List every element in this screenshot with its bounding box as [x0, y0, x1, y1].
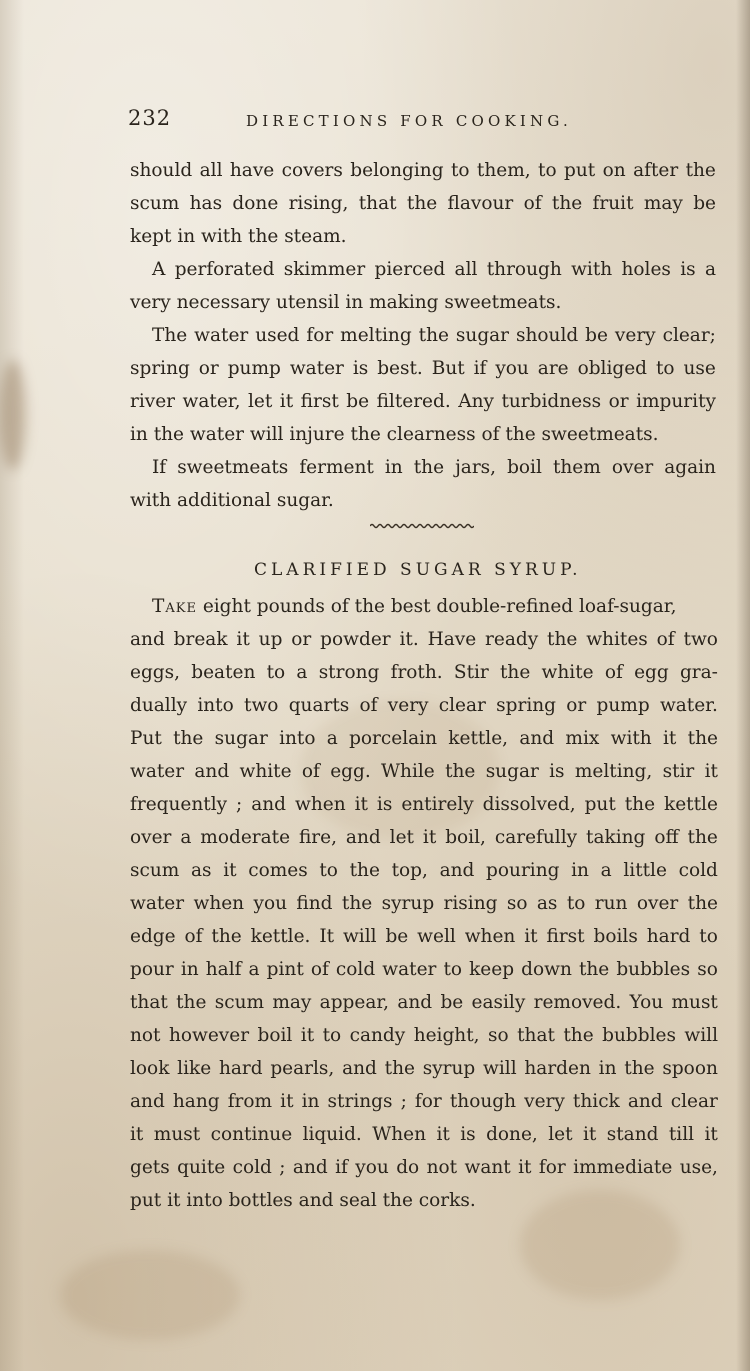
body-text-top: [130, 154, 716, 517]
text-line: dually into two quarts of very clear spring or pump water.: [130, 695, 718, 716]
text-line: eggs, beaten to a strong froth. Stir the white of egg gra-: [130, 662, 718, 683]
text-line: and hang from it in strings ; for though very thick and clear: [130, 1091, 718, 1112]
drop-word: Take: [152, 596, 197, 617]
text-line: water and white of egg. While the sugar is melting, stir it: [130, 761, 718, 782]
text-line: scum as it comes to the top, and pouring in a little cold: [130, 860, 718, 881]
text-line: gets quite cold ; and if you do not want it for immediate use,: [130, 1157, 718, 1178]
text-line: in the water will injure the clearness of the sweetmeats.: [130, 424, 659, 445]
text-line: not however boil it to candy height, so that the bubbles will: [130, 1025, 718, 1046]
page-left-edge-shadow: [0, 0, 24, 1371]
text-line: river water, let it first be filtered. Any turbidness or impurity: [130, 391, 716, 412]
text-line: water when you find the syrup rising so as to run over the: [130, 893, 718, 914]
text-line: it must continue liquid. When it is done, let it stand till it: [130, 1124, 718, 1145]
text-line: pour in half a pint of cold water to keep down the bubbles so: [130, 959, 718, 980]
text-line: very necessary utensil in making sweetmeats.: [130, 292, 562, 313]
paper-stain: [0, 360, 26, 470]
text-line: A perforated skimmer pierced all through with holes is a: [152, 259, 716, 280]
text-line: [130, 590, 718, 623]
text-line: scum has done rising, that the flavour of the fruit may be: [130, 193, 716, 214]
page-right-edge-shadow: [736, 0, 750, 1371]
section-title: CLARIFIED SUGAR SYRUP.: [254, 560, 582, 580]
running-head: DIRECTIONS FOR COOKING.: [246, 112, 572, 130]
text-line: edge of the kettle. It will be well when it first boils hard to: [130, 926, 718, 947]
paper-stain: [60, 1250, 240, 1340]
text-line: should all have covers belonging to them, to put on after the: [130, 160, 716, 181]
text-line: kept in with the steam.: [130, 226, 347, 247]
text-line-rest: eight pounds of the best double-refined loaf-sugar,: [196, 596, 677, 617]
text-line: Put the sugar into a porcelain kettle, and mix with it the: [130, 728, 718, 749]
text-line: with additional sugar.: [130, 490, 334, 511]
page-number: 232: [128, 106, 172, 130]
page-header: [128, 106, 728, 136]
text-line: put it into bottles and seal the corks.: [130, 1190, 476, 1211]
text-line: look like hard pearls, and the syrup will harden in the spoon: [130, 1058, 718, 1079]
ornamental-divider: [370, 522, 474, 530]
text-line: over a moderate fire, and let it boil, carefully taking off the: [130, 827, 718, 848]
text-line: that the scum may appear, and be easily removed. You must: [130, 992, 718, 1013]
paragraph: [130, 253, 716, 319]
text-line: The water used for melting the sugar should be very clear;: [152, 325, 716, 346]
text-line: frequently ; and when it is entirely dissolved, put the kettle: [130, 794, 718, 815]
paragraph: [130, 451, 716, 517]
paragraph: [130, 319, 716, 451]
text-line: and break it up or powder it. Have ready the whites of two: [130, 629, 718, 650]
body-text-recipe: [130, 590, 718, 1217]
text-line: If sweetmeats ferment in the jars, boil them over again: [152, 457, 716, 478]
paragraph: [130, 154, 716, 253]
text-line: spring or pump water is best. But if you are obliged to use: [130, 358, 716, 379]
